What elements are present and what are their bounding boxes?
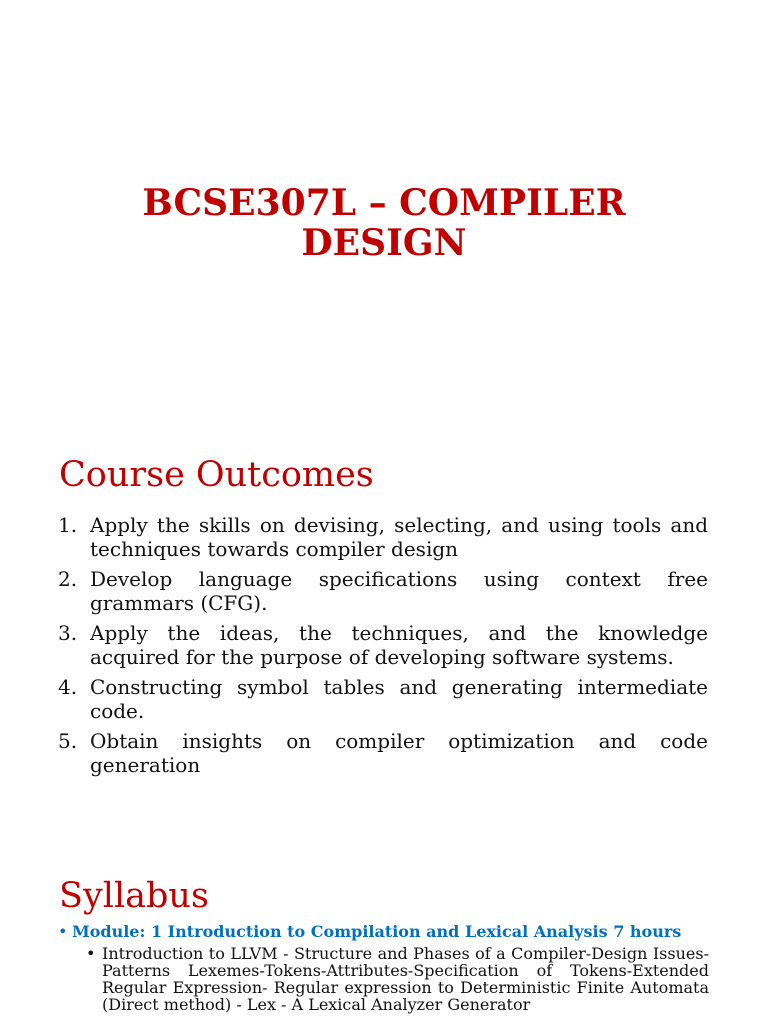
outcome-number: 1. (58, 513, 78, 537)
outcome-text: Apply the skills on devising, selecting, and using tools and techniques towards compiler design (90, 513, 708, 561)
course-outcomes-list (58, 514, 708, 784)
course-outcomes-heading: Course Outcomes (59, 455, 374, 495)
outcome-text: Constructing symbol tables and generating intermediate code. (90, 675, 708, 723)
outcome-text: Obtain insights on compiler optimization and code generation (90, 729, 708, 777)
outcome-item (58, 568, 708, 615)
module-topics (86, 945, 709, 1013)
outcome-text: Develop language specifications using context free grammars (CFG). (90, 567, 708, 615)
outcome-number: 5. (58, 729, 78, 753)
page-title-line-2: DESIGN (301, 222, 467, 264)
outcome-item (58, 676, 708, 723)
page-title (0, 183, 768, 263)
topics-bullet: • (86, 944, 96, 963)
module-label: Module: 1 Introduction to Compilation and Lexical Analysis 7 hours (72, 922, 682, 941)
outcome-number: 2. (58, 567, 78, 591)
page-title-line-1: BCSE307L – COMPILER (142, 182, 626, 224)
outcome-item (58, 730, 708, 777)
outcome-number: 3. (58, 621, 78, 645)
outcome-item (58, 622, 708, 669)
outcome-number: 4. (58, 675, 78, 699)
outcome-item (58, 514, 708, 561)
topics-text: Introduction to LLVM - Structure and Phases of a Compiler-Design Issues-Patterns Lexemes-Tokens-Attributes-Specification of Tokens-Extended Regular Expression- Regular expression to Deterministic Finite Automata (Direct method) - Lex - A Lexical Analyzer Generator (102, 944, 709, 1014)
module-bullet: • (58, 922, 68, 941)
syllabus-heading: Syllabus (59, 876, 209, 916)
syllabus-module (58, 922, 718, 942)
outcome-text: Apply the ideas, the techniques, and the knowledge acquired for the purpose of developing software systems. (90, 621, 708, 669)
